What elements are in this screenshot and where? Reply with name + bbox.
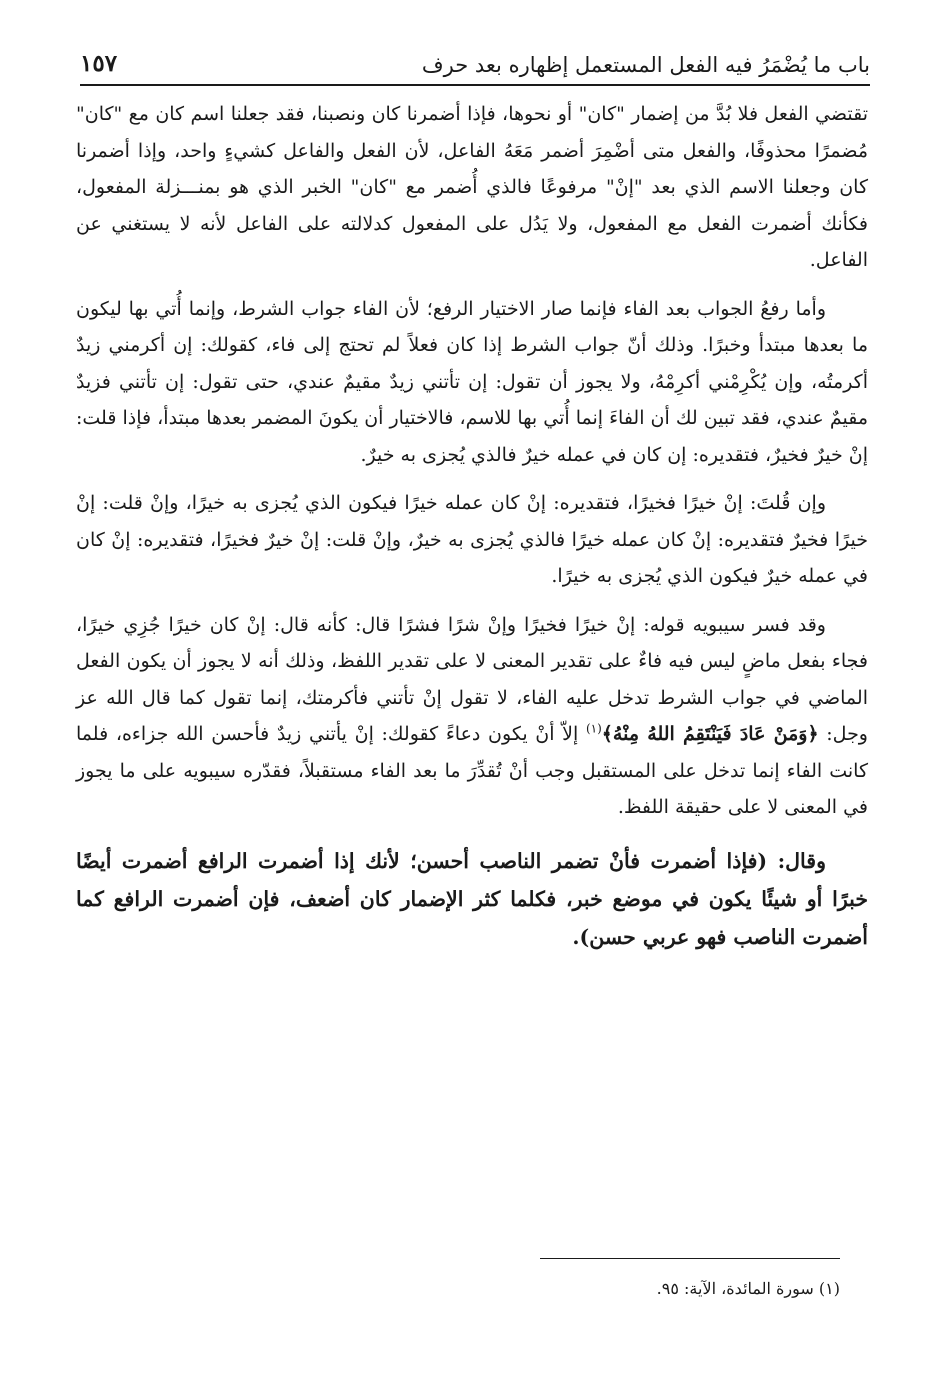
footnote: (١) سورة المائدة، الآية: ٩٥. — [656, 1279, 840, 1298]
paragraph-4-text-after: إلاّ أنْ يكون دعاءً كقولك: إنْ يأتني زيدٌ فأحسن الله جزاءه، فلما كانت الفاء إنما تدخل على المستقبل وجب أنْ تُقدِّرَ ما بعد الفاء مستقبلاً، فقدّره سيبويه على ما يجوز في المعنى لا على حقيقة اللفظ. — [76, 723, 868, 818]
quran-verse: ﴿وَمَنْ عَادَ فَيَنْتَقِمُ اللهُ مِنْهُ﴾ — [601, 723, 819, 745]
paragraph-4 — [76, 607, 868, 826]
footnote-rule — [540, 1258, 840, 1259]
paragraph-2: وأما رفعُ الجواب بعد الفاء فإنما صار الاختيار الرفع؛ لأن الفاء جواب الشرط، وإنما أُتي بها ليكون ما بعدها مبتدأ وخبرًا. وذلك أنّ جواب الشرط إذا كان فعلاً لم تحتج إلى فاء، كقولك: إن أكرمني زيدٌ أكرمتُه، وإن يُكْرِمْني أكرِمْهُ، ولا يجوز أن تقول: إن تأتني زيدٌ مقيمٌ عندي، حتى تقول: إن تأتني فزيدٌ مقيمٌ عندي، فقد تبين لك أن الفاءَ إنما أُتي بها للاسم، فالاختيار أن يكونَ المضمر بعدها مبتدأ، فإذا قلت: إنْ خيرٌ فخيرٌ، فتقديره: إن كان في عمله خيرٌ فالذي يُجزى به خيرٌ. — [76, 297, 868, 466]
footnote-reference[interactable]: (١) — [585, 721, 602, 736]
paragraph-1: تقتضي الفعل فلا بُدَّ من إضمار "كان" أو نحوها، فإذا أضمرنا كان ونصبنا، فقد جعلنا اسم كان مع "كان" مُضمرًا محذوفًا، والفعل متى أضْمِرَ أضمر مَعَهُ الفاعل، لأن الفعل والفاعل كشيءٍ واحد، وإذا أضمرنا كان وجعلنا الاسم الذي بعد "إنْ" مرفوعًا فالذي أُضمر مع "كان" الخبر الذي هو بمنـــزلة المفعول، فكأنك أضمرت الفعل مع المفعول، ولا يَدُل على المفعول كدلالته على الفاعل لأنه لا يستغني عن الفاعل. — [76, 103, 868, 271]
quoted-text-bold: وقال: (فإذا أضمرت فأنْ تضمر الناصب أحسن؛ لأنك إذا أضمرت الرافع أضمرت أيضًا خبرًا أو شيئًا يكون في موضع خبر، فكلما كثر الإضمار كان أضعف، فإن أضمرت الرافع كما أضمرت الناصب فهو عربي حسن). — [76, 848, 868, 949]
body-text — [76, 96, 868, 956]
page-number: ١٥٧ — [80, 50, 118, 78]
running-title: باب ما يُضْمَرُ فيه الفعل المستعمل إظهاره بعد حرف — [421, 52, 870, 77]
page-header — [80, 34, 870, 78]
header-rule — [80, 84, 870, 86]
paragraph-3: وإن قُلتَ: إنْ خيرًا فخيرًا، فتقديره: إنْ كان عمله خيرًا فيكون الذي يُجزى به خيرًا، وإنْ قلت: إنْ خيرًا فخيرٌ فتقديره: إنْ كان عمله خيرًا فالذي يُجزى به خيرٌ، وإنْ قلت: إنْ خيرٌ فخيرًا، فتقديره: إنْ كان في عمله خيرٌ فيكون الذي يُجزى به خيرًا. — [76, 492, 868, 587]
paragraph-4-text-before: وقد فسر سيبويه قوله: إنْ خيرًا فخيرًا وإنْ شرًا فشرًا قال: كأنه قال: إنْ كان خيرًا جُزِي خيرًا، فجاء بفعل ماضٍ ليس فيه فاءٌ على تقدير المعنى لا على تقدير اللفظ، وذلك أنه لا يجوز أن يكون الفعل الماضي في جواب الشرط تدخل عليه الفاء، لا تقول إنْ تأتني فأكرمتك، إنما تقول كما قال الله عز وجل: — [76, 613, 868, 745]
